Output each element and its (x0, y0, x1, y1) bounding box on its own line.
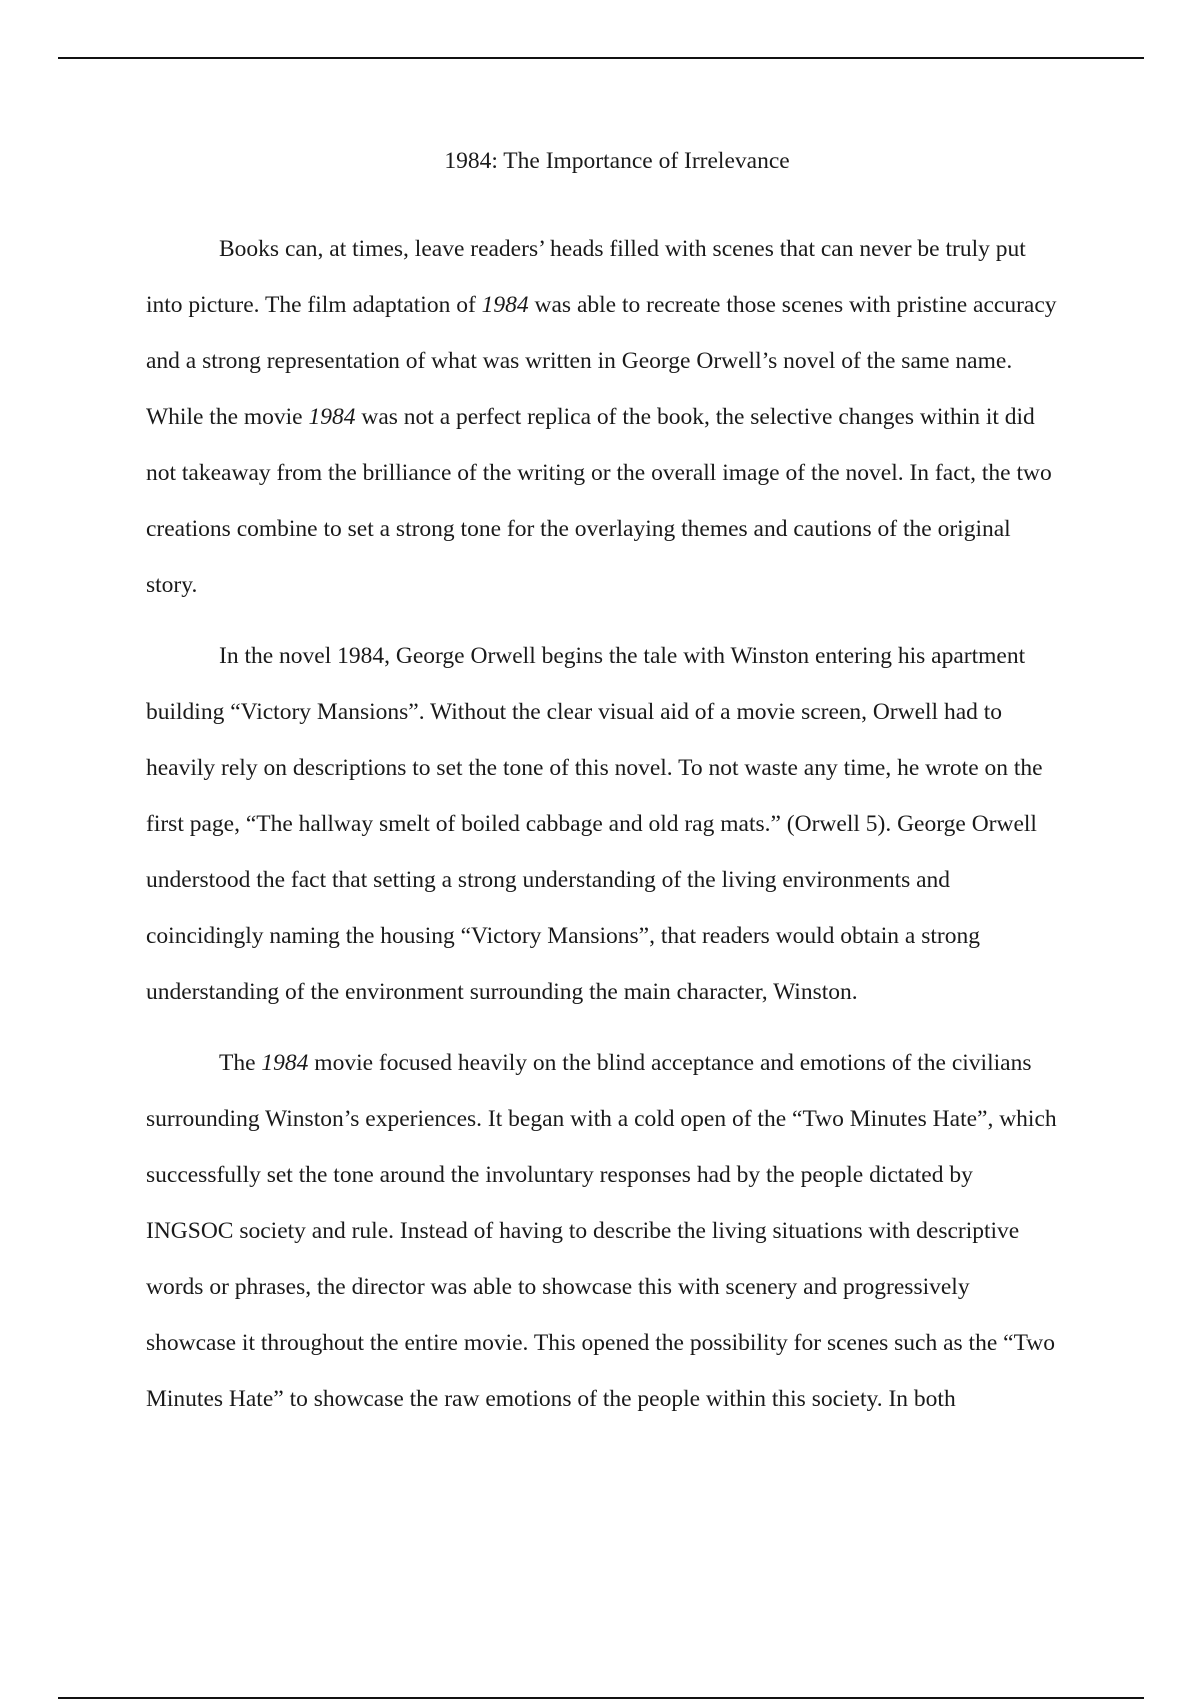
italic-title: 1984 (308, 404, 356, 430)
text-line: coincidingly naming the housing “Victory Mansions”, that readers would obtain a strong (146, 923, 980, 949)
text-line: into picture. The film adaptation of 1984 was able to recreate those scenes with pristine accuracy (146, 292, 1057, 318)
text-line: In the novel 1984, George Orwell begins the tale with Winston entering his apartment (219, 643, 1026, 669)
italic-title: 1984 (481, 292, 529, 318)
text-line: successfully set the tone around the involuntary responses had by the people dictated by (146, 1162, 973, 1188)
paragraph-3 (146, 1048, 1200, 1440)
text-line: The 1984 movie focused heavily on the blind acceptance and emotions of the civilians (219, 1050, 1032, 1076)
paragraph-1 (146, 234, 1200, 626)
text-line: building “Victory Mansions”. Without the clear visual aid of a movie screen, Orwell had to (146, 699, 1003, 725)
text-line: words or phrases, the director was able to showcase this with scenery and progressively (146, 1274, 970, 1300)
text-line: understood the fact that setting a strong understanding of the living environments and (146, 867, 951, 893)
text-line: heavily rely on descriptions to set the tone of this novel. To not waste any time, he wrote on the (146, 755, 1043, 781)
text-line: first page, “The hallway smelt of boiled cabbage and old rag mats.” (Orwell 5). George Orwell (146, 811, 1037, 837)
text-line: story. (146, 572, 198, 598)
paragraph-2 (146, 641, 1200, 1033)
header-rule (58, 57, 1144, 59)
text-line: not takeaway from the brilliance of the writing or the overall image of the novel. In fact, the two (146, 460, 1052, 486)
text-line: INGSOC society and rule. Instead of having to describe the living situations with descriptive (146, 1218, 1020, 1244)
text-line: While the movie 1984 was not a perfect replica of the book, the selective changes within it did (146, 404, 1035, 430)
text-line: Books can, at times, leave readers’ heads filled with scenes that can never be truly put (219, 236, 1026, 262)
page-title: 1984: The Importance of Irrelevance (444, 148, 790, 174)
text-line: showcase it throughout the entire movie. This opened the possibility for scenes such as the “Two (146, 1330, 1056, 1356)
italic-title: 1984 (261, 1050, 309, 1076)
footer-rule (58, 1697, 1144, 1699)
document-body (146, 234, 1200, 1440)
text-line: creations combine to set a strong tone for the overlaying themes and cautions of the original (146, 516, 1011, 542)
text-line: and a strong representation of what was written in George Orwell’s novel of the same name. (146, 348, 1013, 374)
text-line: surrounding Winston’s experiences. It began with a cold open of the “Two Minutes Hate”, which (146, 1106, 1057, 1132)
text-line: understanding of the environment surrounding the main character, Winston. (146, 979, 858, 1005)
text-line: Minutes Hate” to showcase the raw emotions of the people within this society. In both (146, 1386, 956, 1412)
